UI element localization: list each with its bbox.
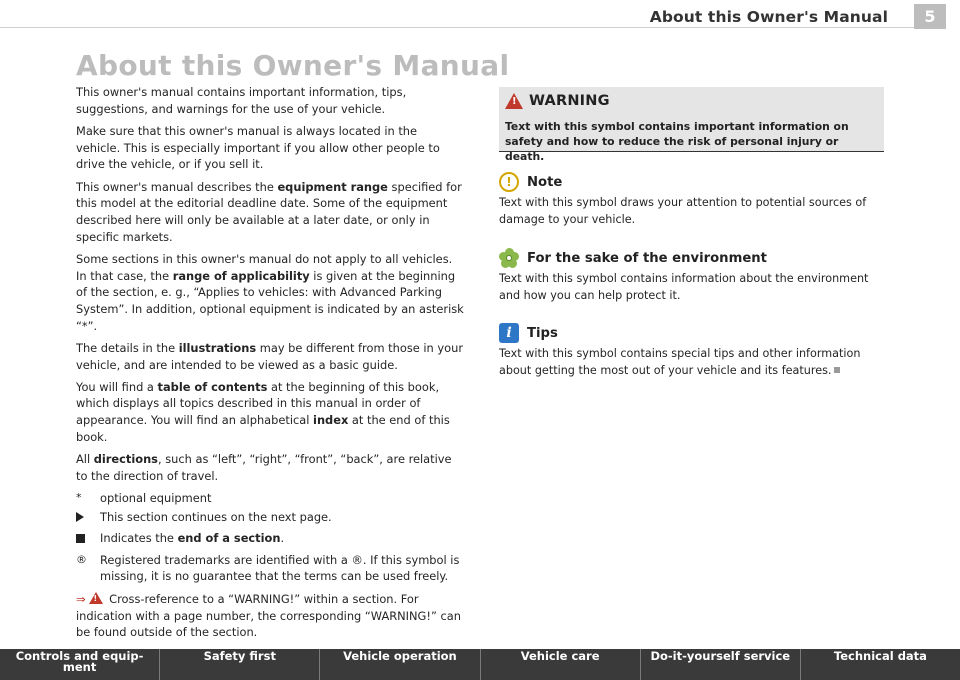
page-title: About this Owner's Manual bbox=[76, 49, 510, 82]
tips-section bbox=[499, 323, 884, 379]
warning-box bbox=[499, 87, 884, 163]
contents-paragraph: You will find a table of contents at the beginning of this book, which displays all topics described in this manual in order of appearance. You will find an alphabetical index at the end of this book. bbox=[76, 379, 450, 444]
continue-arrow-icon bbox=[76, 512, 84, 522]
footer-tab-safety[interactable]: Safety first bbox=[160, 649, 320, 680]
tips-text: Text with this symbol contains special tips and other information about getting the most out of your vehicle and its features. bbox=[499, 347, 861, 377]
footer-tab-controls[interactable]: Controls and equip- ment bbox=[0, 649, 160, 680]
illustrations-term: illustrations bbox=[178, 340, 257, 355]
environment-title: For the sake of the environment bbox=[527, 250, 767, 266]
environment-flower-icon bbox=[499, 248, 519, 268]
note-text: Text with this symbol draws your attention to potential sources of damage to your vehicle. bbox=[499, 196, 867, 226]
footer-tab-care[interactable]: Vehicle care bbox=[481, 649, 641, 680]
illustrations-paragraph: The details in the illustrations may be different from those in your vehicle, and are intended to be viewed as a basic guide. bbox=[76, 340, 464, 372]
note-section bbox=[499, 172, 884, 228]
location-paragraph: Make sure that this owner's manual is always located in the vehicle. This is especially important if you allow other people to drive the vehicle, or if you sell it. bbox=[76, 123, 440, 172]
left-column bbox=[76, 84, 464, 647]
footer-tab-diy[interactable]: Do-it-yourself service bbox=[641, 649, 801, 680]
range-of-applicability-term: range of applicability bbox=[172, 268, 310, 283]
legend-end-of-section: Indicates the end of a section. bbox=[76, 530, 464, 549]
tips-info-icon: i bbox=[499, 323, 519, 343]
directions-term: directions bbox=[93, 452, 158, 467]
index-term: index bbox=[313, 413, 349, 428]
warning-triangle-icon bbox=[505, 93, 523, 109]
cross-reference-arrow-icon: ⇒ bbox=[76, 591, 86, 606]
equipment-range-term: equipment range bbox=[277, 179, 388, 194]
intro-paragraph: This owner's manual contains important information, tips, suggestions, and warnings for the use of your vehicle. bbox=[76, 85, 407, 116]
registered-symbol: ® bbox=[76, 552, 87, 566]
note-exclamation-icon: ! bbox=[499, 172, 519, 192]
asterisk-symbol: * bbox=[76, 490, 82, 504]
chapter-footer-bar bbox=[0, 649, 960, 680]
warning-triangle-icon bbox=[89, 592, 103, 604]
header-rule bbox=[0, 27, 915, 28]
end-of-section-square-icon bbox=[834, 367, 840, 373]
table-of-contents-term: table of contents bbox=[157, 379, 268, 394]
legend-asterisk: * optional equipment bbox=[76, 490, 212, 505]
cross-reference-paragraph: ⇒! Cross-reference to a “WARNING!” within a section. For indication with a page number, the corresponding “WARNING!” can be found outside of the section. bbox=[76, 591, 464, 641]
environment-section bbox=[499, 248, 884, 304]
applicability-paragraph: Some sections in this owner's manual do not apply to all vehicles. In that case, the range of applicability is given at the beginning of the section, e. g., “Applies to vehicles: with Advanced Parking System”. In addition, optional equipment is indicated by an asterisk “*”. bbox=[76, 251, 464, 333]
equipment-paragraph: This owner's manual describes the equipment range specified for this model at the editorial deadline date. Some of the equipment described here will only be available at a later date, or only in specific markets. bbox=[76, 179, 462, 244]
directions-paragraph: All directions, such as “left”, “right”, “front”, “back”, are relative to the direction of travel. bbox=[76, 452, 452, 483]
page-number-tab: 5 bbox=[914, 4, 946, 29]
environment-text: Text with this symbol contains information about the environment and how you can help protect it. bbox=[499, 272, 869, 302]
footer-tab-technical[interactable]: Technical data bbox=[833, 649, 927, 663]
legend-continues: This section continues on the next page. bbox=[76, 509, 464, 528]
end-of-section-square-icon bbox=[76, 534, 85, 543]
warning-title: WARNING bbox=[529, 93, 610, 109]
tips-title: Tips bbox=[527, 325, 558, 341]
running-head: About this Owner's Manual bbox=[649, 8, 888, 26]
note-title: Note bbox=[527, 174, 563, 190]
legend-registered: ® Registered trademarks are identified with a ®. If this symbol is missing, it is no guarantee that the terms can be used freely. bbox=[76, 552, 460, 584]
footer-tab-operation[interactable]: Vehicle operation bbox=[320, 649, 480, 680]
warning-text: Text with this symbol contains important information on safety and how to reduce the risk of personal injury or death. bbox=[505, 120, 849, 163]
